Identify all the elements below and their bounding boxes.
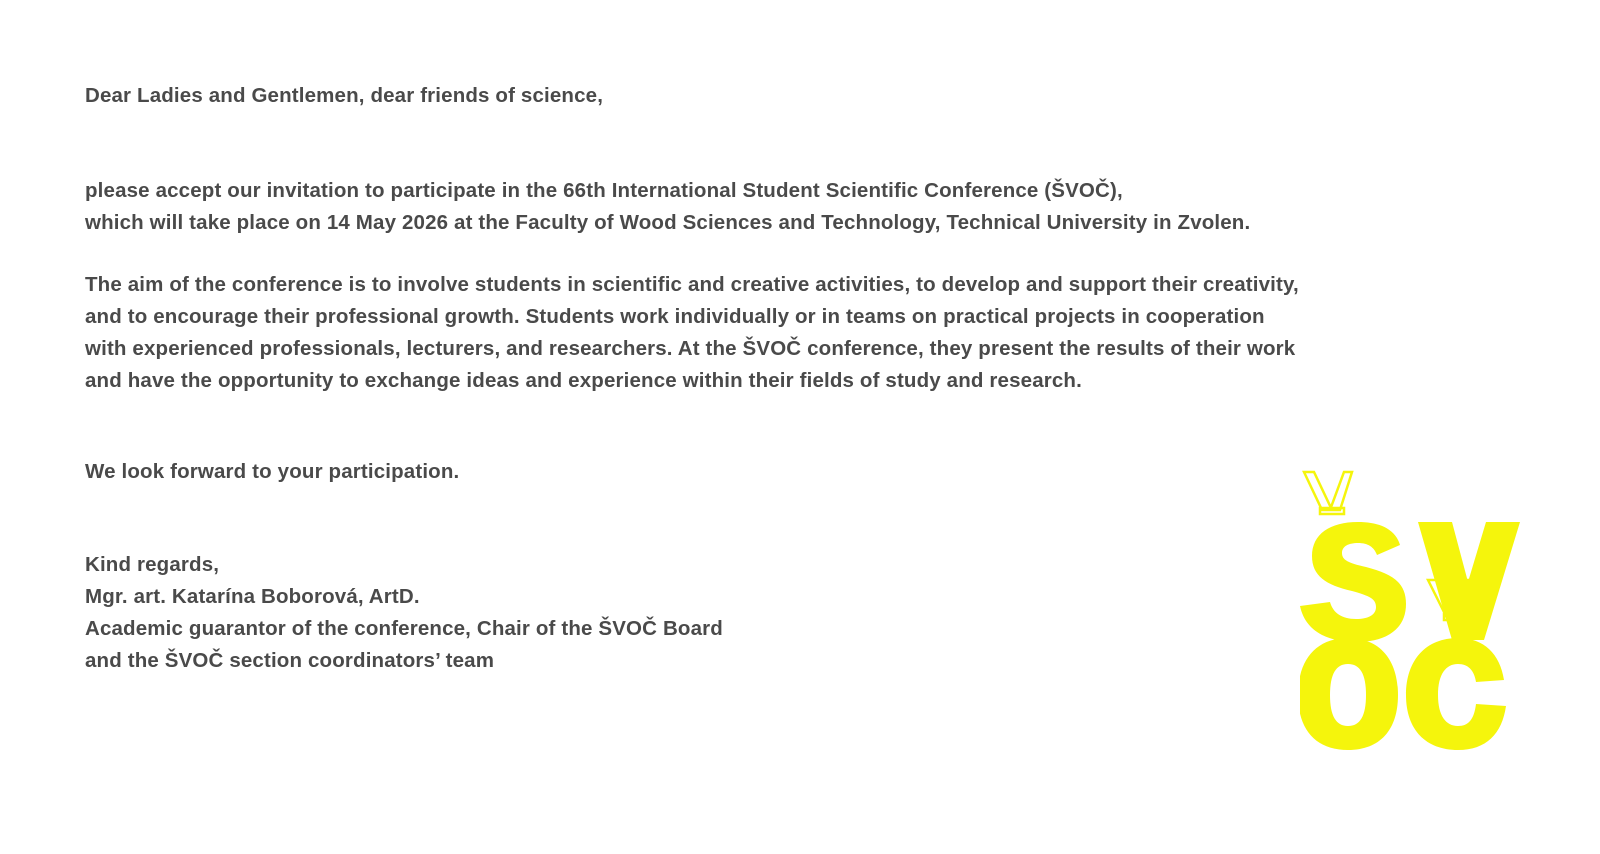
letter-c (1406, 638, 1506, 750)
letter-s (1300, 522, 1406, 642)
svoc-logo (1300, 470, 1520, 770)
signature-line: Kind regards, (85, 553, 220, 576)
paragraph-line: and to encourage their professional growth. Students work individually or in teams on practical projects in cooperation (85, 305, 1265, 328)
paragraph-line: which will take place on 14 May 2026 at the Faculty of Wood Sciences and Technology, Technical University in Zvolen. (85, 211, 1251, 234)
paragraph-line: and have the opportunity to exchange ideas and experience within their fields of study and research. (85, 369, 1082, 392)
caron-s (1304, 472, 1352, 510)
signature-line: and the ŠVOČ section coordinators’ team (85, 649, 495, 672)
paragraph-line: please accept our invitation to participate in the 66th International Student Scientific Conference (ŠVOČ), (85, 179, 1123, 202)
paragraph-line: with experienced professionals, lecturers, and researchers. At the ŠVOČ conference, they present the results of their work (85, 337, 1296, 360)
invitation-paragraph (85, 175, 1250, 239)
paragraph-line: The aim of the conference is to involve students in scientific and creative activities, to develop and support their creativity, (85, 273, 1299, 296)
closing-note: We look forward to your participation. (85, 460, 460, 483)
letter-o (1300, 638, 1398, 750)
aim-paragraph (85, 269, 1299, 397)
signature-line: Academic guarantor of the conference, Chair of the ŠVOČ Board (85, 617, 723, 640)
signature-block (85, 549, 723, 677)
greeting: Dear Ladies and Gentlemen, dear friends of science, (85, 84, 604, 107)
svoc-logo-mark (1300, 472, 1520, 750)
signature-line: Mgr. art. Katarína Boborová, ArtD. (85, 585, 420, 608)
